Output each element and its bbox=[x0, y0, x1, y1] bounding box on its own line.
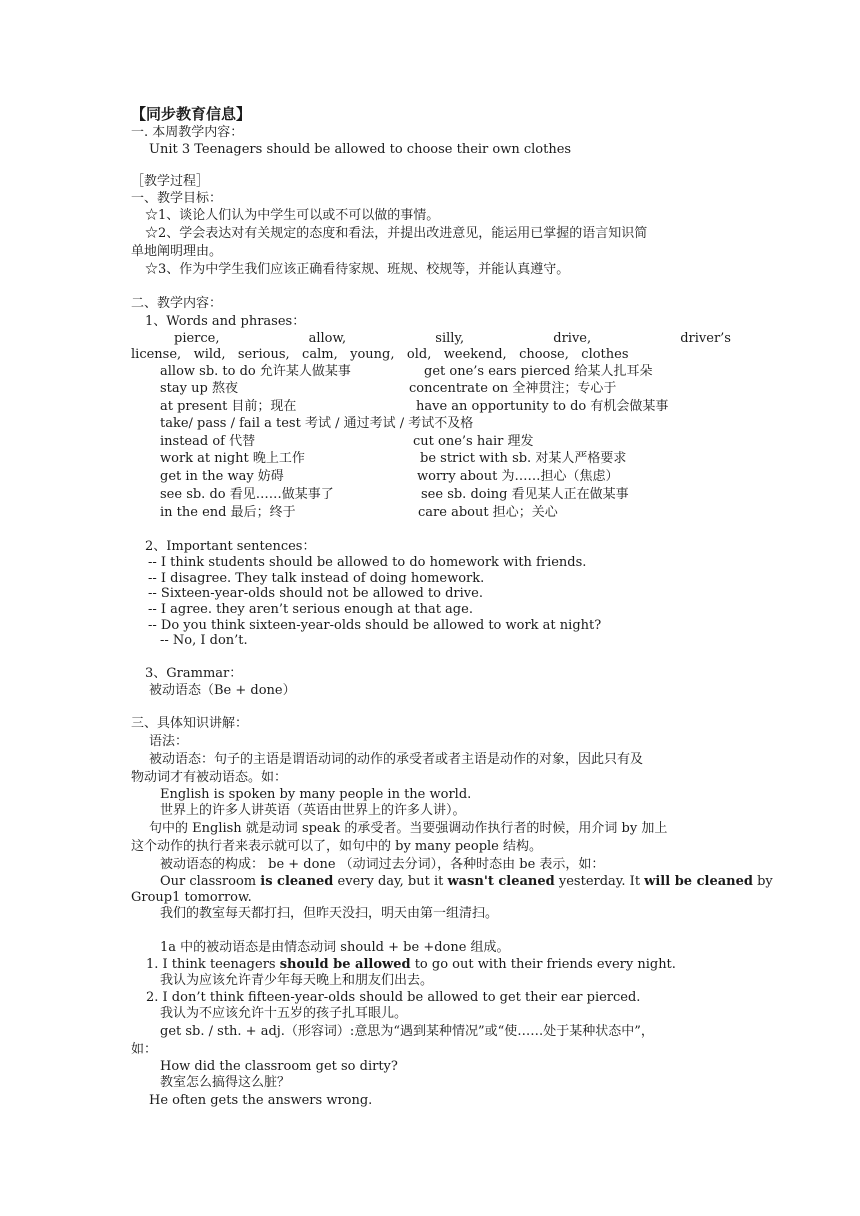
phrase-right: have an opportunity to do 有机会做某事 bbox=[416, 399, 669, 414]
goals-label: 一、教学目标： bbox=[131, 191, 223, 206]
item-2-cn: 我认为不应该允许十五岁的孩子扎耳眼儿。 bbox=[160, 1006, 408, 1021]
sentence: -- I agree. they aren’t serious enough at that age. bbox=[148, 602, 473, 617]
phrase-left: take/ pass / fail a test 考试 / 通过考试 / 考试不及格 bbox=[160, 416, 474, 431]
phrase-right: worry about 为……担心（焦虑） bbox=[417, 469, 619, 484]
example-2-bold: wasn't cleaned bbox=[447, 874, 555, 889]
word: driver’s bbox=[680, 331, 731, 346]
grammar-item: 被动语态（Be + done） bbox=[149, 683, 296, 698]
words-label: 1、Words and phrases： bbox=[145, 314, 306, 329]
word: serious, bbox=[237, 347, 290, 362]
word: choose, bbox=[519, 347, 569, 362]
sentence: -- I think students should be allowed to do homework with friends. bbox=[148, 555, 587, 570]
example-2 bbox=[160, 874, 773, 890]
example-2-part: Our classroom bbox=[160, 874, 261, 889]
word: pierce, bbox=[174, 331, 220, 346]
grammar-word: 语法： bbox=[149, 734, 189, 749]
word: silly, bbox=[435, 331, 465, 346]
phrase-left: work at night 晚上工作 bbox=[160, 451, 305, 466]
explain-label: 三、具体知识讲解： bbox=[131, 716, 249, 731]
structure-note: 被动语态的构成： be + done （动词过去分词），各种时态由 be 表示，如： bbox=[160, 857, 605, 872]
passive-def-a: 被动语态：句子的主语是谓语动词的动作的承受者或者主语是动作的对象，因此只有及 bbox=[149, 752, 644, 767]
sentence: -- No, I don’t. bbox=[160, 633, 248, 648]
example-2-bold: will be cleaned bbox=[644, 874, 753, 889]
sentence: -- I disagree. They talk instead of doing homework. bbox=[148, 571, 485, 586]
word: weekend, bbox=[443, 347, 507, 362]
phrase-left: stay up 熬夜 bbox=[160, 381, 238, 396]
sentence: -- Sixteen-year-olds should not be allowed to drive. bbox=[148, 586, 483, 601]
unit-line: Unit 3 Teenagers should be allowed to choose their own clothes bbox=[149, 142, 572, 157]
phrase-right: cut one’s hair 理发 bbox=[413, 434, 534, 449]
goal-1: ☆1、谈论人们认为中学生可以或不可以做的事情。 bbox=[145, 208, 440, 223]
word: wild, bbox=[193, 347, 226, 362]
example-2-part: by bbox=[752, 874, 773, 889]
item-1 bbox=[146, 957, 676, 973]
phrase-right: concentrate on 全神贯注；专心于 bbox=[409, 381, 617, 396]
note-b: 这个动作的执行者来表示就可以了，如句中的 by many people 结构。 bbox=[131, 839, 543, 854]
note-a: 句中的 English 就是动词 speak 的承受者。当要强调动作执行者的时候，用介词 by 加上 bbox=[149, 821, 668, 836]
word: license, bbox=[131, 347, 182, 362]
phrase-right: care about 担心；关心 bbox=[418, 505, 558, 520]
get-note-a: get sb. / sth. + adj.（形容词）:意思为“遇到某种情况”或“使……处于某种状态中”， bbox=[160, 1024, 654, 1039]
doc-title: 【同步教育信息】 bbox=[131, 105, 252, 123]
goal-2-line-a: ☆2、学会表达对有关规定的态度和看法，并提出改进意见，能运用已掌握的语言知识简 bbox=[145, 226, 648, 241]
modal-note: 1a 中的被动语态是由情态动词 should + be +done 组成。 bbox=[160, 940, 510, 955]
item-1-part: 1. I think teenagers bbox=[146, 957, 280, 972]
example-4-en: He often gets the answers wrong. bbox=[149, 1093, 373, 1108]
word: allow, bbox=[308, 331, 347, 346]
phrase-right: get one’s ears pierced 给某人扎耳朵 bbox=[424, 364, 653, 379]
example-2-bold: is cleaned bbox=[260, 874, 334, 889]
item-2: 2. I don’t think fifteen-year-olds should be allowed to get their ear pierced. bbox=[146, 990, 641, 1005]
word: young, bbox=[350, 347, 395, 362]
passive-def-b: 物动词才有被动语态。如： bbox=[131, 770, 288, 785]
phrase-right: be strict with sb. 对某人严格要求 bbox=[420, 451, 627, 466]
item-1-part: to go out with their friends every night. bbox=[410, 957, 676, 972]
word: old, bbox=[406, 347, 432, 362]
phrase-left: allow sb. to do 允许某人做某事 bbox=[160, 364, 351, 379]
phrase-left: get in the way 妨碍 bbox=[160, 469, 284, 484]
example-2-part: every day, but it bbox=[333, 874, 448, 889]
phrase-left: at present 目前；现在 bbox=[160, 399, 297, 414]
sentence: -- Do you think sixteen-year-olds should be allowed to work at night? bbox=[148, 618, 602, 633]
example-2-part: yesterday. It bbox=[554, 874, 645, 889]
example-1-cn: 世界上的许多人讲英语（英语由世界上的许多人讲）。 bbox=[160, 803, 466, 818]
get-note-b: 如： bbox=[131, 1042, 158, 1057]
example-3-en: How did the classroom get so dirty? bbox=[160, 1059, 398, 1074]
words-row-2 bbox=[131, 347, 629, 363]
week-content-label: 一. 本周教学内容： bbox=[131, 125, 244, 140]
phrase-left: instead of 代替 bbox=[160, 434, 256, 449]
word: drive, bbox=[553, 331, 592, 346]
example-3-cn: 教室怎么搞得这么脏？ bbox=[160, 1075, 291, 1090]
goal-2-line-b: 单地阐明理由。 bbox=[131, 244, 223, 259]
word: clothes bbox=[581, 347, 629, 362]
item-1-bold: should be allowed bbox=[279, 957, 411, 972]
grammar-label: 3、Grammar： bbox=[145, 666, 243, 681]
phrase-left: see sb. do 看见……做某事了 bbox=[160, 487, 334, 502]
content-label: 二、教学内容： bbox=[131, 296, 223, 311]
phrase-left: in the end 最后；终于 bbox=[160, 505, 296, 520]
example-1-en: English is spoken by many people in the world. bbox=[160, 787, 472, 802]
goal-3: ☆3、作为中学生我们应该正确看待家规、班规、校规等，并能认真遵守。 bbox=[145, 262, 570, 277]
sentences-label: 2、Important sentences： bbox=[145, 539, 316, 554]
words-row-1 bbox=[131, 331, 731, 347]
phrase-right: see sb. doing 看见某人正在做某事 bbox=[421, 487, 629, 502]
word: calm, bbox=[302, 347, 338, 362]
process-label: ［教学过程］ bbox=[131, 174, 210, 189]
example-2-cn: 我们的教室每天都打扫，但昨天没扫，明天由第一组清扫。 bbox=[160, 906, 499, 921]
item-1-cn: 我认为应该允许青少年每天晚上和朋友们出去。 bbox=[160, 973, 434, 988]
example-2-continuation: Group1 tomorrow. bbox=[131, 890, 252, 905]
